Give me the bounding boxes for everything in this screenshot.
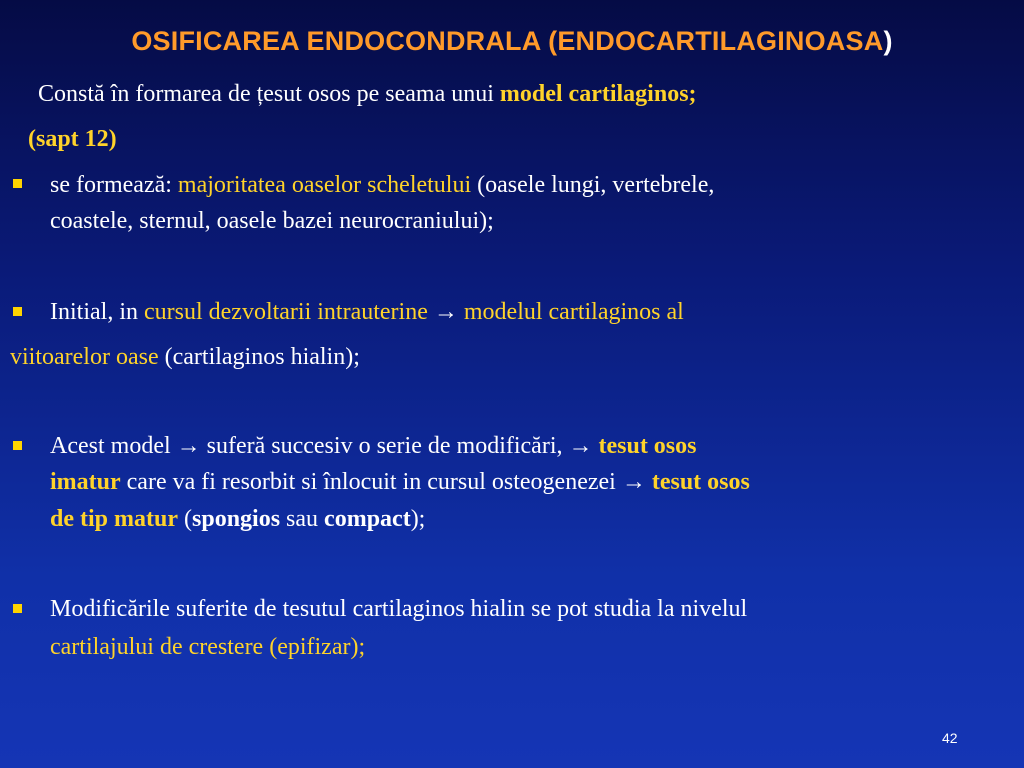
bullet-3-highlight-b: imatur — [50, 469, 121, 495]
bullet-1-line-1 — [50, 168, 714, 202]
intro-text: Constă în formarea de țesut osos pe seama unui — [38, 81, 500, 107]
bullet-3-highlight-a: tesut osos — [598, 433, 697, 459]
bullet-square-icon — [13, 179, 22, 188]
bullet-1-text-c: (oasele lungi, vertebrele, — [471, 172, 715, 198]
bullet-square-icon — [13, 441, 22, 450]
bullet-2-line-1 — [50, 295, 684, 329]
bullet-3-line-3 — [50, 502, 425, 536]
intro-line-1 — [38, 77, 697, 111]
intro-highlight: model cartilaginos; — [499, 81, 697, 107]
bullet-2-highlight-b: modelul cartilaginos al — [463, 299, 684, 325]
slide-title — [0, 26, 1024, 57]
bullet-3-line-1 — [50, 429, 697, 463]
bullet-2-text-a: Initial, in — [50, 299, 144, 325]
page-number: 42 — [942, 730, 958, 746]
intro-line-2: (sapt 12) — [28, 126, 117, 152]
bullet-2-text-b: (cartilaginos hialin); — [158, 344, 360, 370]
bullet-1-highlight: majoritatea oaselor scheletului — [177, 172, 472, 198]
bullet-square-icon — [13, 307, 22, 316]
bullet-2-arrow: → — [427, 299, 464, 325]
bullet-3-text-b: care va fi resorbit si înlocuit in cursul osteogenezei → — [120, 469, 652, 495]
slide-title-end: ) — [883, 26, 893, 56]
bullet-3-text-c: ( — [178, 506, 192, 532]
bullet-3-text-a: Acest model → suferă succesiv o serie de modificări, → — [50, 433, 599, 459]
bullet-3-highlight-c: tesut osos — [651, 469, 750, 495]
bullet-3-line-2 — [50, 465, 750, 499]
bullet-4-line-1: Modificările suferite de tesutul cartilaginos hialin se pot studia la nivelul — [50, 596, 748, 622]
bullet-3-highlight-d: de tip matur — [50, 506, 178, 532]
bullet-square-icon — [13, 604, 22, 613]
bullet-3-bold-b: compact — [324, 506, 411, 532]
bullet-3-text-e: ); — [410, 506, 426, 532]
bullet-2-line-2 — [10, 340, 360, 374]
bullet-3-bold-a: spongios — [192, 506, 281, 532]
bullet-1-text-a: se formează: — [50, 172, 178, 198]
bullet-4-line-2: cartilajului de crestere (epifizar); — [50, 634, 366, 660]
bullet-3-text-d: sau — [280, 506, 325, 532]
bullet-2-highlight-c: viitoarelor oase — [10, 344, 159, 370]
bullet-1-line-2: coastele, sternul, oasele bazei neurocraniului); — [50, 208, 494, 234]
slide-title-text: OSIFICAREA ENDOCONDRALA (ENDOCARTILAGINOASA — [131, 26, 884, 56]
bullet-2-highlight-a: cursul dezvoltarii intrauterine — [143, 299, 428, 325]
